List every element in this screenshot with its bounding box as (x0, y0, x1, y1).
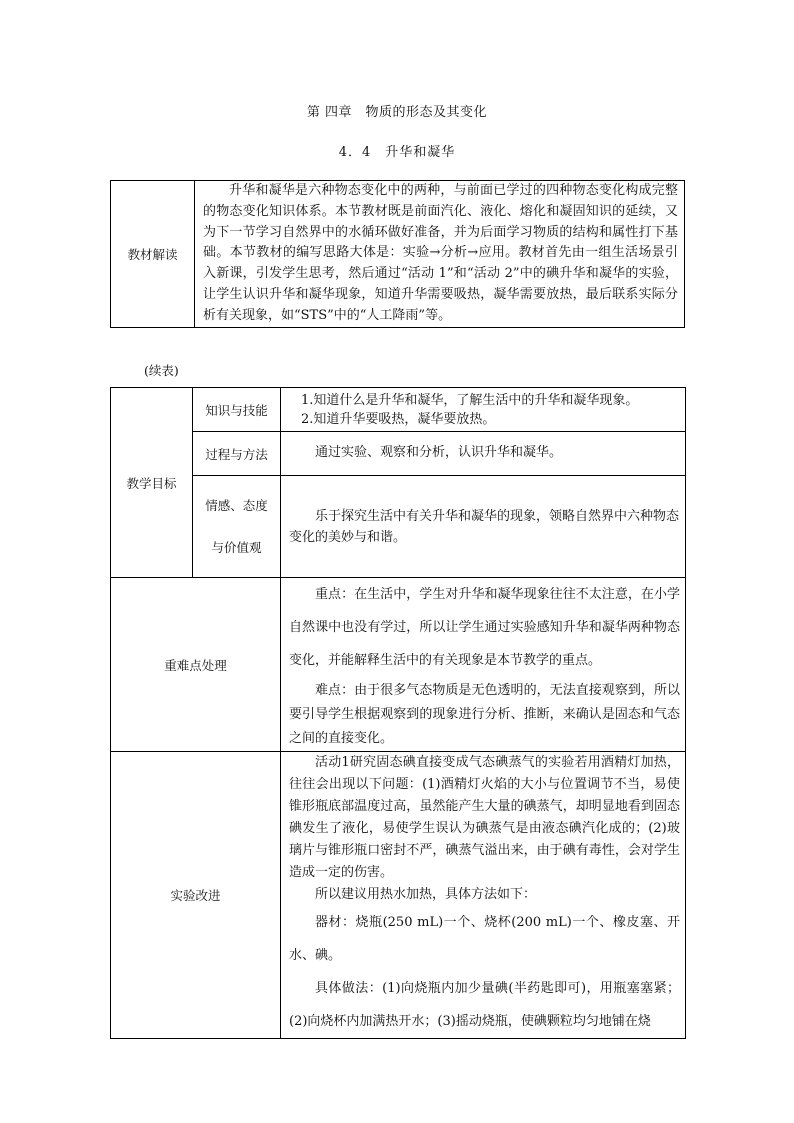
continued-label: (续表) (144, 363, 179, 378)
difficulty-paragraph: 难点：由于很多气态物质是无色透明的，无法直接观察到，所以要引导学生根据观察到的现象进行分析、推断，来确认是固态和气态之间的直接变化。 (289, 683, 680, 746)
knowledge-skills-items (281, 388, 686, 432)
knowledge-item-2: 2.知道升华要吸热，凝华要放热。 (301, 411, 496, 427)
process-method-label: 过程与方法 (193, 432, 281, 476)
lesson-plan-table (110, 387, 686, 1039)
knowledge-item-1: 1.知道什么是升华和凝华，了解生活中的升华和凝华现象。 (301, 392, 639, 408)
textbook-analysis-label: 教材解读 (111, 181, 195, 328)
section-title: 4．4 升华和凝华 (338, 145, 456, 160)
experiment-label: 实验改进 (111, 752, 281, 1039)
focus-paragraph: 重点：在生活中，学生对升华和凝华现象往往不太注意，在小学自然课中也没有学过，所以让学生通过实验感知升华和凝华两种物态变化，并能解释生活中的有关现象是本节教学的重点。 (289, 587, 680, 668)
emotion-label-line1: 情感、态度 (205, 497, 268, 513)
key-points-label: 重难点处理 (111, 578, 281, 752)
emotion-label-line2: 与价值观 (211, 539, 262, 555)
textbook-analysis-table (110, 180, 685, 328)
experiment-paragraph-3: 器材：烧瓶(250 mL)一个、烧杯(200 mL)一个、橡皮塞、开水、碘。 (289, 915, 680, 963)
process-method-text: 通过实验、观察和分析，认识升华和凝华。 (281, 432, 686, 476)
experiment-paragraph-4: 具体做法：(1)向烧瓶内加少量碘(半药匙即可)，用瓶塞塞紧；(2)向烧杯内加满热开水；(3)摇动烧瓶，使碘颗粒均匀地铺在烧 (289, 981, 680, 1029)
teaching-goals-label: 教学目标 (111, 388, 193, 578)
experiment-paragraph-2: 所以建议用热水加热，具体方法如下： (315, 887, 537, 902)
knowledge-skills-label: 知识与技能 (193, 388, 281, 432)
emotion-attitude-text: 乐于探究生活中有关升华和凝华的现象，领略自然界中六种物态变化的美妙与和谐。 (281, 476, 686, 578)
emotion-attitude-label (193, 476, 281, 578)
key-points-content (281, 578, 686, 752)
experiment-content (281, 752, 686, 1039)
textbook-analysis-text: 升华和凝华是六种物态变化中的两种，与前面已学过的四种物态变化构成完整的物态变化知识体系。本节教材既是前面汽化、液化、熔化和凝固知识的延续，又为下一节学习自然界中的水循环做好准备，并为后面学习物质的结构和属性打下基础。本节教材的编写思路大体是：实验→分析→应用。教材首先由一组生活场景引入新课，引发学生思考，然后通过“活动 1”和“活动 2”中的碘升华和凝华的实验，让学生认识升华和凝华现象，知道升华需要吸热，凝华需要放热，最后联系实际分析有关现象，如“STS”中的“人工降雨”等。 (195, 181, 685, 328)
chapter-title: 第 四章 物质的形态及其变化 (306, 105, 488, 120)
experiment-paragraph-1: 活动1研究固态碘直接变成气态碘蒸气的实验若用酒精灯加热，往往会出现以下问题：(1)酒精灯火焰的大小与位置调节不当，易使锥形瓶底部温度过高，虽然能产生大量的碘蒸气，却明显地看到固态碘发生了液化，易使学生误认为碘蒸气是由液态碘汽化成的；(2)玻璃片与锥形瓶口密封不严，碘蒸气溢出来，由于碘有毒性，会对学生造成一定的伤害。 (289, 755, 680, 880)
